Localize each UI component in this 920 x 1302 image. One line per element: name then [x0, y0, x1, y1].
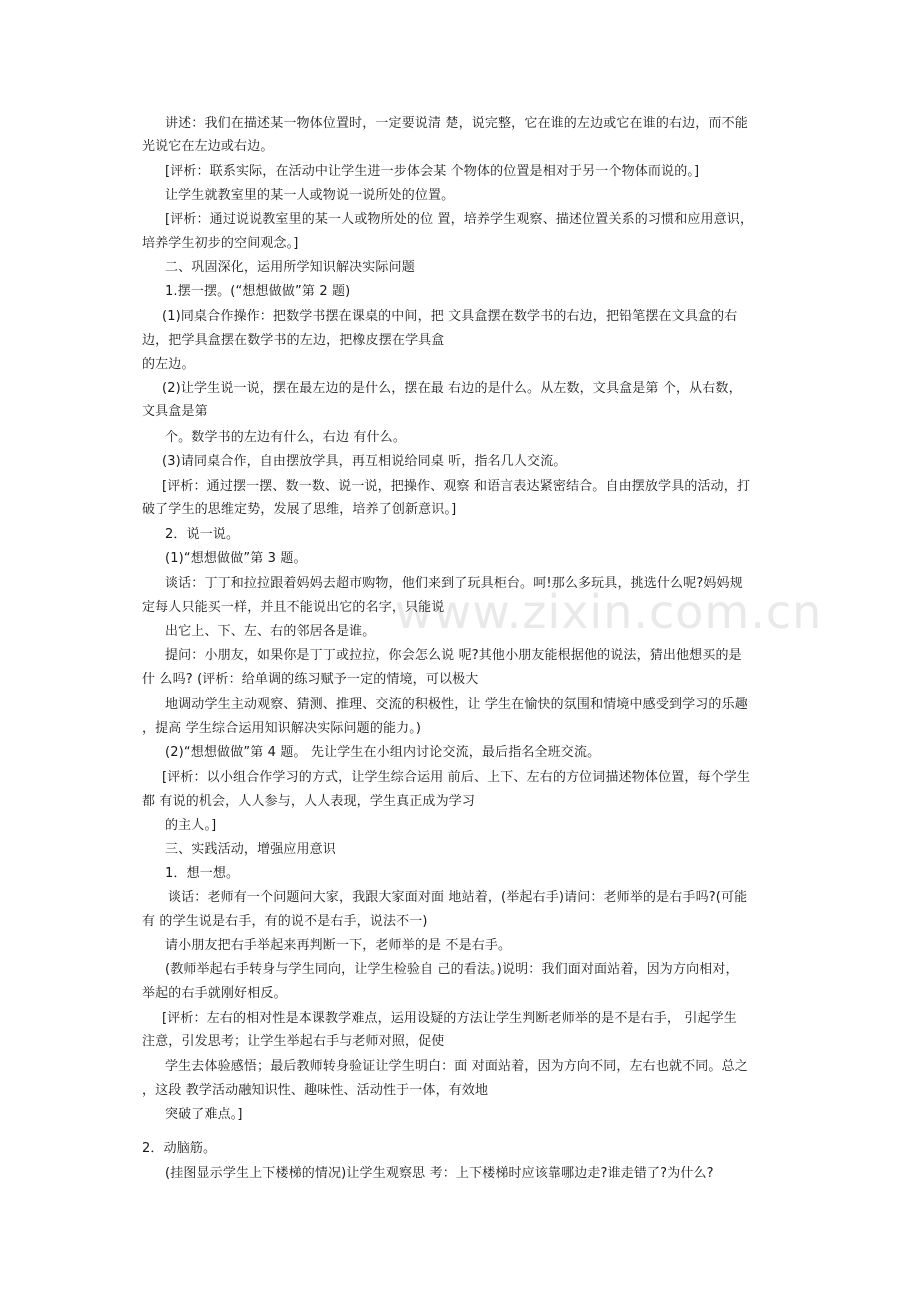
text-line: 谈话：老师有一个问题问大家，我跟大家面对面 地站着，(举起右手)请问：老师举的是右手吗?(可能	[168, 890, 748, 905]
text-line: (2)“想想做做”第 4 题。 先让学生在小组内讨论交流，最后指名全班交流。	[165, 745, 601, 760]
text-line: 边，把学具盒摆在数学书的左边，把橡皮摆在学具盒	[142, 333, 445, 348]
text-line: 都 有说的机会，人人参与，人人表现，学生真正成为学习	[142, 794, 476, 809]
text-line: 2．动脑筋。	[142, 1141, 217, 1156]
watermark: www.zixin.com.cn	[395, 585, 823, 639]
text-line: 讲述：我们在描述某一物体位置时，一定要说清 楚，说完整，它在谁的左边或它在谁的右边，而不能	[165, 116, 748, 131]
text-line: [评析：联系实际，在活动中让学生进一步体会某 个物体的位置是相对于另一个物体而说的。]	[165, 164, 700, 179]
text-line: 1．想一想。	[165, 866, 240, 881]
text-line: [评析：通过摆一摆、数一数、说一说，把操作、观察 和语言表达紧密结合。自由摆放学具的活动，打	[162, 479, 751, 494]
text-line: 注意，引发思考；让学生举起右手与老师对照，促使	[142, 1034, 445, 1049]
text-line: 学生去体验感悟；最后教师转身验证让学生明白：面 对面站着，因为方向不同，左右也就不同。总之	[165, 1059, 748, 1074]
text-line: 光说它在左边或右边。	[142, 139, 274, 154]
text-line: [评析：左右的相对性是本课教学难点，运用设疑的方法让学生判断老师举的是不是右手， 引起学生	[162, 1011, 737, 1026]
text-line: 2．说一说。	[165, 527, 240, 542]
text-line: [评析：通过说说教室里的某一人或物所处的位 置，培养学生观察、描述位置关系的习惯和应用意识，	[165, 212, 754, 227]
text-line: [评析：以小组合作学习的方式，让学生综合运用 前后、上下、左右的方位词描述物体位置，每个学生	[162, 770, 751, 785]
text-line: 个。数学书的左边有什么，右边 有什么。	[165, 430, 406, 445]
text-line: 的左边。	[142, 357, 195, 372]
text-line: 突破了难点。]	[165, 1107, 243, 1122]
text-line: (教师举起右手转身与学生同向，让学生检验自 己的看法。)说明：我们面对面站着，因为方向相对，	[165, 962, 739, 977]
text-line: 谈话：丁丁和拉拉跟着妈妈去超市购物，他们来到了玩具柜台。呵!那么多玩具，挑选什么呢?妈妈规	[165, 576, 743, 591]
section-heading: 三、实践活动，增强应用意识	[165, 842, 336, 857]
text-line: 定每人只能买一样，并且不能说出它的名字，只能说	[142, 600, 445, 615]
text-line: ，提高 学生综合运用知识解决实际问题的能力。)	[142, 721, 422, 736]
text-line: 请小朋友把右手举起来再判断一下，老师举的是 不是右手。	[165, 938, 512, 953]
text-line: 提问：小朋友，如果你是丁丁或拉拉，你会怎么说 呢?其他小朋友能根据他的说法，猜出他想买的是	[165, 648, 742, 663]
text-line: (1)“想想做做”第 3 题。	[165, 551, 307, 566]
text-line: 的主人。]	[165, 818, 217, 833]
text-line: (3)请同桌合作，自由摆放学具，再互相说给同桌 听，指名几人交流。	[162, 454, 567, 469]
text-line: 举起的右手就刚好相反。	[142, 986, 287, 1001]
text-line: ，这段 教学活动融知识性、趣味性、活动性于一体，有效地	[142, 1083, 489, 1098]
text-line: 文具盒是第	[142, 404, 208, 419]
text-line: 什 么吗? (评析：给单调的练习赋予一定的情境，可以极大	[142, 672, 479, 687]
section-heading: 二、巩固深化，运用所学知识解决实际问题	[165, 260, 415, 275]
text-line: 让学生就教室里的某一人或物说一说所处的位置。	[165, 188, 455, 203]
text-line: 培养学生初步的空间观念。]	[142, 236, 299, 251]
text-line: 地调动学生主动观察、猜测、推理、交流的积极性，让 学生在愉快的氛围和情境中感受到学习的乐趣	[165, 697, 748, 712]
text-line: 出它上、下、左、右的邻居各是谁。	[165, 624, 376, 639]
text-line: 有 的学生说是右手，有的说不是右手，说法不一)	[142, 914, 428, 929]
text-line: 1.摆一摆。(“想想做做”第 2 题)	[165, 284, 351, 299]
text-line: (1)同桌合作操作：把数学书摆在课桌的中间，把 文具盒摆在数学书的右边，把铅笔摆在文具盒的右	[162, 309, 738, 324]
text-line: 破了学生的思维定势，发展了思维，培养了创新意识。]	[142, 502, 457, 517]
text-line: (挂图显示学生上下楼梯的情况)让学生观察思 考：上下楼梯时应该靠哪边走?谁走错了?为什么?	[165, 1166, 714, 1181]
text-line: (2)让学生说一说，摆在最左边的是什么，摆在最 右边的是什么。从左数，文具盒是第 个，从右数，	[162, 381, 742, 396]
